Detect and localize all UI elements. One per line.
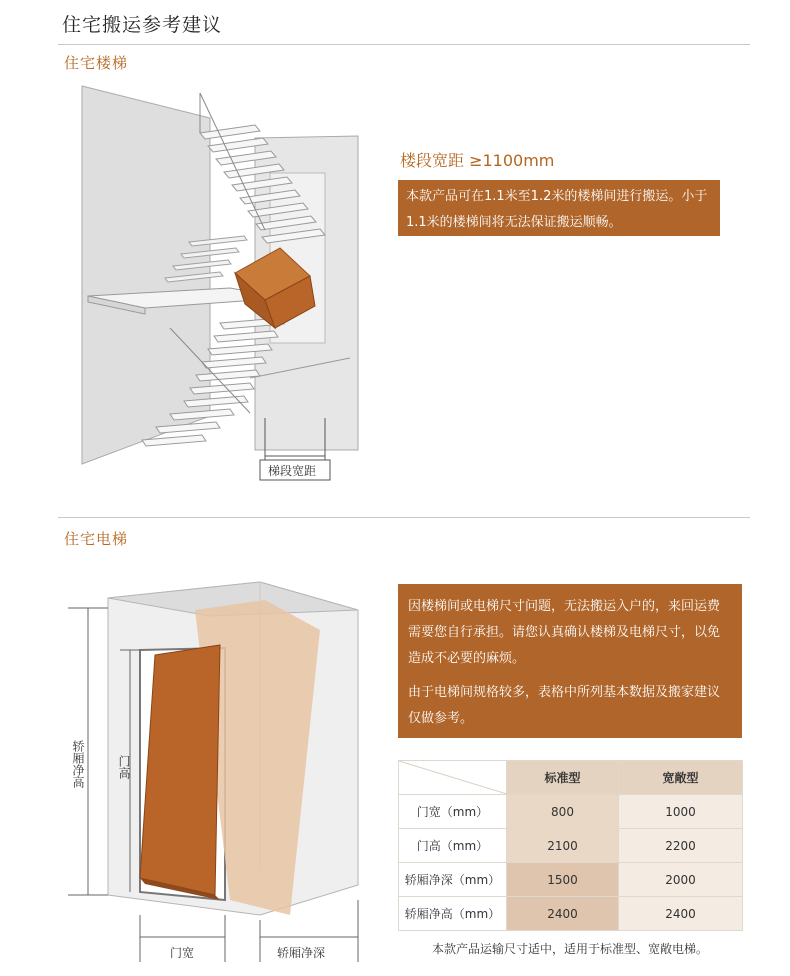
section-divider [58, 517, 750, 518]
standard-value: 2400 [507, 897, 619, 931]
elevator-info-box [398, 584, 742, 738]
stairs-info-box [398, 180, 720, 236]
staircase-diagram [70, 78, 370, 488]
cabin-height-label: 轿厢净高 [71, 740, 85, 788]
standard-value: 2100 [507, 829, 619, 863]
wide-value: 2400 [619, 897, 743, 931]
table-row [399, 863, 743, 897]
wide-value: 2200 [619, 829, 743, 863]
elevator-spec-table [398, 760, 743, 931]
elevator-diagram [60, 570, 370, 965]
header-divider [58, 44, 750, 45]
stairs-description: 本款产品可在1.1米至1.2米的楼梯间进行搬运。小于1.1米的楼梯间将无法保证搬运顺畅。 [406, 189, 708, 230]
stairs-section-title: 住宅楼梯 [64, 54, 129, 72]
elevator-notice-1: 因楼梯间或电梯尺寸问题，无法搬运入户的，来回运费需要您自行承担。请您认真确认楼梯及电梯尺寸，以免造成不必要的麻烦。 [408, 599, 721, 666]
elevator-section-title: 住宅电梯 [64, 530, 129, 548]
header-standard: 标准型 [507, 761, 619, 795]
row-label: 门高（mm） [399, 829, 507, 863]
door-height-label: 门高 [117, 755, 131, 779]
table-header-row [399, 761, 743, 795]
standard-value: 1500 [507, 863, 619, 897]
door-width-label: 门宽 [170, 946, 195, 960]
row-label: 轿厢净高（mm） [399, 897, 507, 931]
table-corner-cell [399, 761, 507, 795]
wide-value: 2000 [619, 863, 743, 897]
table-footnote: 本款产品运输尺寸适中，适用于标准型、宽敞电梯。 [431, 942, 708, 956]
elevator-notice-2: 由于电梯间规格较多，表格中所列基本数据及搬家建议仅做参考。 [408, 685, 721, 726]
table-row [399, 897, 743, 931]
standard-value: 800 [507, 795, 619, 829]
stair-width-heading: 楼段宽距 ≥1100mm [400, 151, 555, 170]
wide-value: 1000 [619, 795, 743, 829]
cabin-depth-label: 轿厢净深 [277, 946, 326, 960]
row-label: 门宽（mm） [399, 795, 507, 829]
table-row [399, 795, 743, 829]
stair-width-label: 梯段宽距 [268, 464, 317, 478]
table-row [399, 829, 743, 863]
page-title: 住宅搬运参考建议 [62, 14, 223, 36]
header-wide: 宽敞型 [619, 761, 743, 795]
row-label: 轿厢净深（mm） [399, 863, 507, 897]
